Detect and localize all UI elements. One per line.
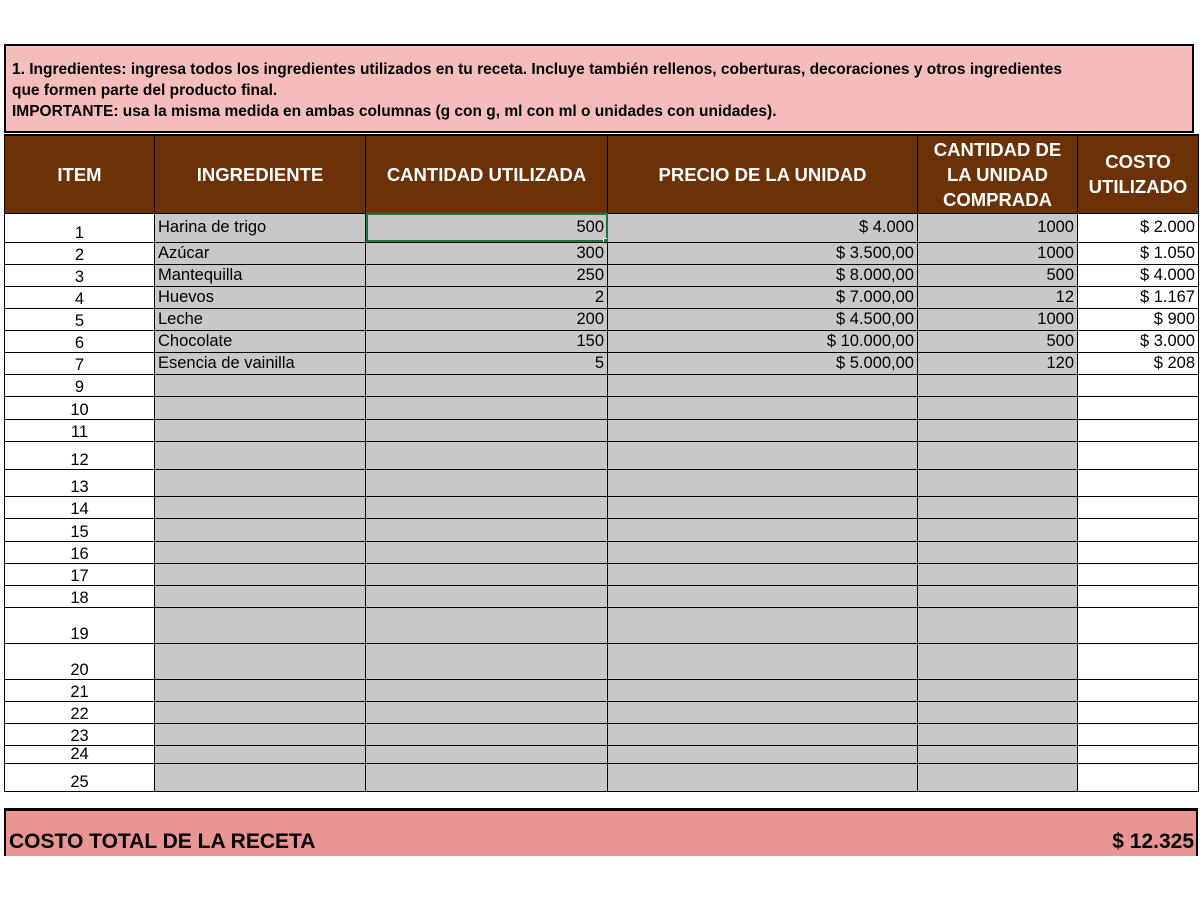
quantity-purchased-cell[interactable]: 500	[918, 264, 1078, 286]
header-precio-unidad: PRECIO DE LA UNIDAD	[608, 135, 918, 213]
quantity-used-cell[interactable]	[366, 496, 608, 518]
cost-used-cell	[1078, 745, 1199, 763]
item-cell: 7	[5, 352, 155, 374]
cost-used-cell	[1078, 441, 1199, 469]
item-cell: 16	[5, 541, 155, 563]
total-bar	[4, 808, 1198, 856]
cost-used-cell	[1078, 585, 1199, 607]
quantity-purchased-cell[interactable]	[918, 541, 1078, 563]
quantity-purchased-cell[interactable]: 500	[918, 330, 1078, 352]
quantity-used-cell[interactable]	[366, 541, 608, 563]
quantity-used-cell[interactable]	[366, 607, 608, 643]
ingredient-cell[interactable]	[155, 585, 366, 607]
table-row	[5, 308, 1199, 330]
instructions-important: IMPORTANTE: usa la misma medida en ambas columnas (g con g, ml con ml o unidades con unidades).	[12, 103, 777, 120]
quantity-purchased-cell[interactable]	[918, 441, 1078, 469]
item-cell: 9	[5, 374, 155, 396]
header-cantidad-utilizada: CANTIDAD UTILIZADA	[366, 135, 608, 213]
quantity-purchased-cell[interactable]	[918, 518, 1078, 541]
table-row	[5, 723, 1199, 745]
table-row	[5, 286, 1199, 308]
ingredient-cell[interactable]: Chocolate	[155, 330, 366, 352]
header-cantidad-comprada-line: CANTIDAD DE	[933, 138, 1062, 160]
ingredient-cell[interactable]	[155, 563, 366, 585]
instructions-line-2: que formen parte del producto final.	[12, 82, 278, 99]
ingredient-cell[interactable]	[155, 607, 366, 643]
ingredient-cell[interactable]	[155, 374, 366, 396]
cost-used-cell	[1078, 607, 1199, 643]
header-costo-utilizado	[1078, 135, 1199, 213]
total-label: COSTO TOTAL DE LA RECETA	[9, 830, 316, 853]
cost-used-cell	[1078, 763, 1199, 791]
ingredient-cell[interactable]	[155, 701, 366, 723]
ingredient-cell[interactable]: Leche	[155, 308, 366, 330]
unit-price-cell[interactable]	[608, 745, 918, 763]
quantity-used-cell[interactable]	[366, 643, 608, 679]
unit-price-cell[interactable]: $ 7.000,00	[608, 286, 918, 308]
unit-price-cell[interactable]	[608, 469, 918, 496]
quantity-used-cell[interactable]	[366, 745, 608, 763]
ingredient-cell[interactable]: Esencia de vainilla	[155, 352, 366, 374]
quantity-used-cell[interactable]: 150	[366, 330, 608, 352]
ingredient-cell[interactable]	[155, 745, 366, 763]
header-row	[5, 135, 1199, 213]
unit-price-cell[interactable]	[608, 763, 918, 791]
ingredients-table	[4, 134, 1199, 792]
unit-price-cell[interactable]	[608, 679, 918, 701]
item-cell: 18	[5, 585, 155, 607]
total-value: $ 12.325	[1112, 830, 1194, 853]
quantity-purchased-cell[interactable]: 1000	[918, 242, 1078, 264]
ingredient-cell[interactable]	[155, 723, 366, 745]
unit-price-cell[interactable]	[608, 585, 918, 607]
unit-price-cell[interactable]	[608, 518, 918, 541]
header-cantidad-comprada-line: LA UNIDAD	[946, 163, 1049, 185]
item-cell: 20	[5, 643, 155, 679]
unit-price-cell[interactable]	[608, 541, 918, 563]
table-row	[5, 469, 1199, 496]
ingredient-cell[interactable]	[155, 763, 366, 791]
quantity-purchased-cell[interactable]	[918, 701, 1078, 723]
item-cell: 10	[5, 396, 155, 419]
cost-used-cell	[1078, 496, 1199, 518]
item-cell: 19	[5, 607, 155, 643]
item-cell: 17	[5, 563, 155, 585]
quantity-used-cell[interactable]	[366, 469, 608, 496]
ingredient-cell[interactable]	[155, 469, 366, 496]
item-cell: 2	[5, 242, 155, 264]
item-cell: 5	[5, 308, 155, 330]
table-row	[5, 213, 1199, 242]
table-row	[5, 585, 1199, 607]
cost-used-cell	[1078, 701, 1199, 723]
item-cell: 3	[5, 264, 155, 286]
instructions-box	[4, 44, 1194, 133]
ingredient-cell[interactable]	[155, 541, 366, 563]
unit-price-cell[interactable]	[608, 701, 918, 723]
item-cell: 25	[5, 763, 155, 791]
item-cell: 4	[5, 286, 155, 308]
quantity-used-cell[interactable]	[366, 441, 608, 469]
quantity-purchased-cell[interactable]	[918, 763, 1078, 791]
cost-used-cell	[1078, 679, 1199, 701]
item-cell: 13	[5, 469, 155, 496]
item-cell: 11	[5, 419, 155, 441]
item-cell: 21	[5, 679, 155, 701]
fill-handle[interactable]	[603, 238, 608, 243]
header-cantidad-comprada-line: COMPRADA	[943, 188, 1052, 210]
table-row	[5, 496, 1199, 518]
quantity-purchased-cell[interactable]: 1000	[918, 308, 1078, 330]
cost-used-cell: $ 3.000	[1078, 330, 1199, 352]
cost-used-cell	[1078, 541, 1199, 563]
instructions-line-1: 1. Ingredientes: ingresa todos los ingredientes utilizados en tu receta. Incluye también rellenos, coberturas, decoraciones y otros ingredientes	[12, 61, 1062, 78]
unit-price-cell[interactable]	[608, 643, 918, 679]
quantity-purchased-cell[interactable]	[918, 469, 1078, 496]
quantity-purchased-cell[interactable]	[918, 745, 1078, 763]
quantity-used-cell[interactable]	[366, 396, 608, 419]
quantity-purchased-cell[interactable]	[918, 643, 1078, 679]
table-row	[5, 745, 1199, 763]
table-row	[5, 763, 1199, 791]
table-row	[5, 330, 1199, 352]
unit-price-cell[interactable]: $ 3.500,00	[608, 242, 918, 264]
unit-price-cell[interactable]	[608, 374, 918, 396]
table-row	[5, 679, 1199, 701]
unit-price-cell[interactable]: $ 4.000	[608, 213, 918, 242]
ingredient-cell[interactable]	[155, 518, 366, 541]
quantity-used-cell[interactable]	[366, 585, 608, 607]
table-row	[5, 374, 1199, 396]
quantity-used-cell[interactable]	[366, 419, 608, 441]
cost-used-cell	[1078, 643, 1199, 679]
cost-used-cell: $ 4.000	[1078, 264, 1199, 286]
quantity-purchased-cell[interactable]	[918, 374, 1078, 396]
quantity-used-cell[interactable]	[366, 518, 608, 541]
unit-price-cell[interactable]: $ 5.000,00	[608, 352, 918, 374]
table-row	[5, 264, 1199, 286]
cost-used-cell: $ 900	[1078, 308, 1199, 330]
cost-used-cell: $ 208	[1078, 352, 1199, 374]
quantity-used-value: 500	[576, 218, 604, 236]
cost-used-cell	[1078, 419, 1199, 441]
header-cantidad-comprada	[918, 135, 1078, 213]
ingredient-cell[interactable]: Mantequilla	[155, 264, 366, 286]
quantity-used-cell[interactable]: 5	[366, 352, 608, 374]
unit-price-cell[interactable]	[608, 563, 918, 585]
table-row	[5, 643, 1199, 679]
unit-price-cell[interactable]	[608, 607, 918, 643]
table-row	[5, 396, 1199, 419]
cost-used-cell	[1078, 396, 1199, 419]
quantity-purchased-cell[interactable]	[918, 563, 1078, 585]
quantity-used-cell[interactable]: 250	[366, 264, 608, 286]
quantity-purchased-cell[interactable]	[918, 585, 1078, 607]
cost-used-cell: $ 1.050	[1078, 242, 1199, 264]
quantity-purchased-cell[interactable]	[918, 607, 1078, 643]
item-cell: 1	[5, 213, 155, 242]
ingredient-cell[interactable]: Harina de trigo	[155, 213, 366, 242]
header-costo-utilizado-line: COSTO	[1105, 151, 1171, 173]
quantity-purchased-cell[interactable]	[918, 419, 1078, 441]
quantity-used-cell[interactable]: 300	[366, 242, 608, 264]
quantity-used-cell[interactable]	[366, 563, 608, 585]
table-row	[5, 352, 1199, 374]
quantity-used-cell[interactable]: 2	[366, 286, 608, 308]
quantity-purchased-cell[interactable]	[918, 723, 1078, 745]
quantity-purchased-cell[interactable]: 120	[918, 352, 1078, 374]
quantity-used-cell[interactable]	[366, 213, 608, 242]
table-row	[5, 607, 1199, 643]
quantity-used-cell[interactable]	[366, 763, 608, 791]
unit-price-cell[interactable]: $ 10.000,00	[608, 330, 918, 352]
item-cell: 14	[5, 496, 155, 518]
cost-used-cell	[1078, 723, 1199, 745]
unit-price-cell[interactable]	[608, 396, 918, 419]
cost-used-cell	[1078, 563, 1199, 585]
item-cell: 24	[5, 745, 155, 763]
quantity-used-cell[interactable]	[366, 723, 608, 745]
item-cell: 6	[5, 330, 155, 352]
quantity-purchased-cell[interactable]	[918, 679, 1078, 701]
cost-used-cell	[1078, 469, 1199, 496]
cost-used-cell: $ 1.167	[1078, 286, 1199, 308]
unit-price-cell[interactable]	[608, 419, 918, 441]
item-cell: 23	[5, 723, 155, 745]
item-cell: 15	[5, 518, 155, 541]
header-costo-utilizado-line: UTILIZADO	[1088, 176, 1188, 198]
ingredient-cell[interactable]	[155, 643, 366, 679]
quantity-used-cell[interactable]	[366, 679, 608, 701]
table-row	[5, 541, 1199, 563]
header-ingrediente: INGREDIENTE	[155, 135, 366, 213]
unit-price-cell[interactable]	[608, 441, 918, 469]
unit-price-cell[interactable]: $ 4.500,00	[608, 308, 918, 330]
table-row	[5, 242, 1199, 264]
cost-used-cell	[1078, 518, 1199, 541]
quantity-used-cell[interactable]	[366, 701, 608, 723]
table-row	[5, 419, 1199, 441]
cost-used-cell	[1078, 374, 1199, 396]
table-row	[5, 701, 1199, 723]
quantity-purchased-cell[interactable]: 12	[918, 286, 1078, 308]
item-cell: 22	[5, 701, 155, 723]
item-cell: 12	[5, 441, 155, 469]
table-row	[5, 563, 1199, 585]
unit-price-cell[interactable]	[608, 723, 918, 745]
cost-used-cell: $ 2.000	[1078, 213, 1199, 242]
table-row	[5, 518, 1199, 541]
header-item: ITEM	[5, 135, 155, 213]
ingredient-cell[interactable]	[155, 419, 366, 441]
ingredient-cell[interactable]: Azúcar	[155, 242, 366, 264]
table-row	[5, 441, 1199, 469]
unit-price-cell[interactable]: $ 8.000,00	[608, 264, 918, 286]
ingredient-cell[interactable]: Huevos	[155, 286, 366, 308]
unit-price-cell[interactable]	[608, 496, 918, 518]
ingredient-cell[interactable]	[155, 396, 366, 419]
ingredient-cell[interactable]	[155, 441, 366, 469]
quantity-used-cell[interactable]	[366, 374, 608, 396]
ingredient-cell[interactable]	[155, 679, 366, 701]
ingredient-cell[interactable]	[155, 496, 366, 518]
quantity-used-cell[interactable]: 200	[366, 308, 608, 330]
quantity-purchased-cell[interactable]	[918, 396, 1078, 419]
quantity-purchased-cell[interactable]	[918, 496, 1078, 518]
quantity-purchased-cell[interactable]: 1000	[918, 213, 1078, 242]
